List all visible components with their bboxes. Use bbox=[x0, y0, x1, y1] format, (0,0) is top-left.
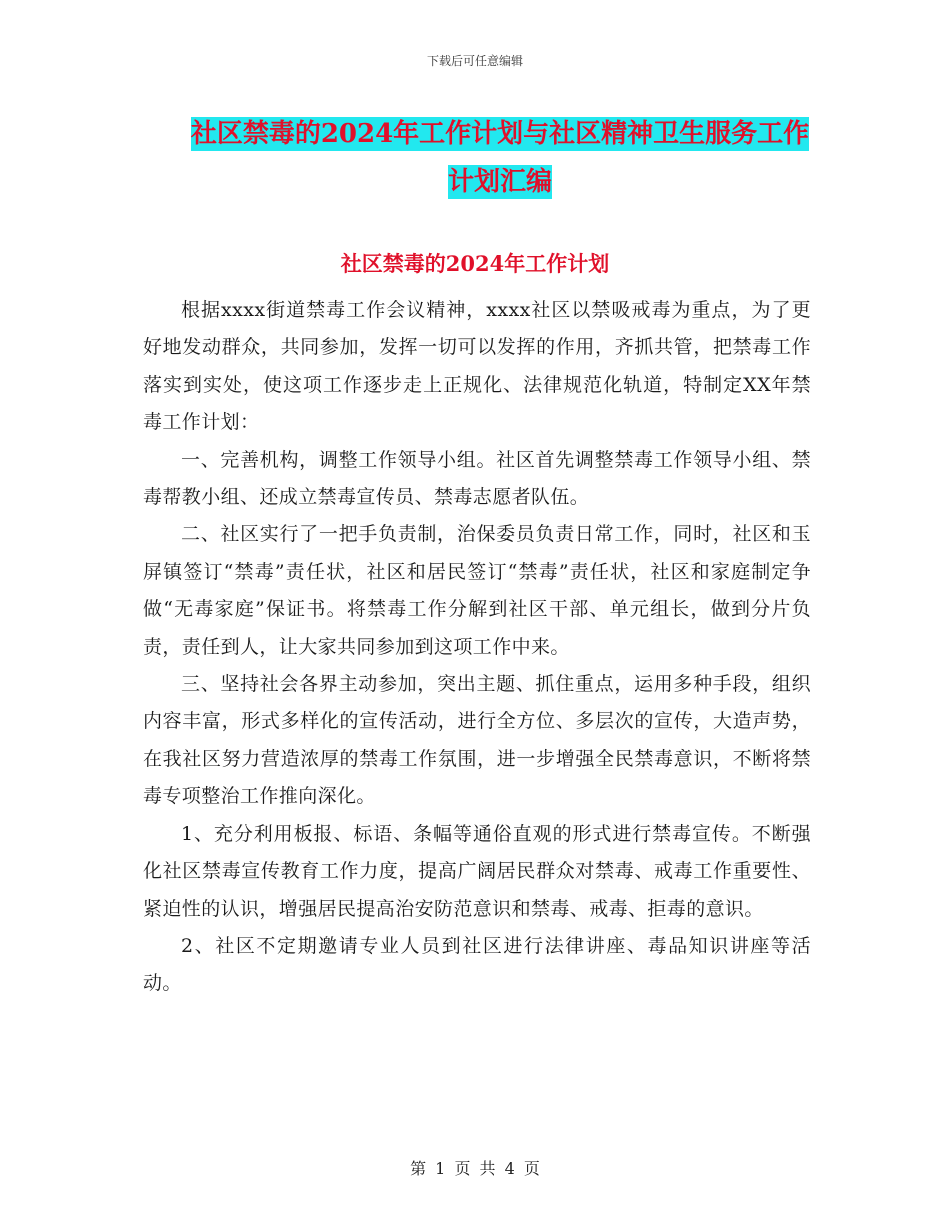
paragraph-intro: 根据xxxx街道禁毒工作会议精神，xxxx社区以禁吸戒毒为重点，为了更好地发动群众，共同参加，发挥一切可以发挥的作用，齐抓共管，把禁毒工作落实到实处，使这项工作逐步走上正规化、法律规范化轨道，特制定XX年禁毒工作计划： bbox=[143, 299, 811, 434]
document-title-line-1: 社区禁毒的2024年工作计划与社区精神卫生服务工作 bbox=[190, 119, 810, 149]
paragraph-3: 三、坚持社会各界主动参加，突出主题、抓住重点，运用多种手段，组织内容丰富，形式多样化的宣传活动，进行全方位、多层次的宣传，大造声势，在我社区努力营造浓厚的禁毒工作氛围，进一步增强全民禁毒意识，不断将禁毒专项整治工作推向深化。 bbox=[143, 673, 811, 808]
document-title-line-2: 计划汇编 bbox=[447, 167, 552, 197]
paragraph-3-2: 2、社区不定期邀请专业人员到社区进行法律讲座、毒品知识讲座等活动。 bbox=[143, 934, 811, 995]
paragraph-1: 一、完善机构，调整工作领导小组。社区首先调整禁毒工作领导小组、禁毒帮教小组、还成立禁毒宣传员、禁毒志愿者队伍。 bbox=[143, 448, 811, 509]
document-body bbox=[143, 292, 811, 1003]
header-note: 下载后可任意编辑 bbox=[426, 54, 523, 68]
page-number-footer: 第 1 页 共 4 页 bbox=[410, 1159, 540, 1178]
paragraph-2: 二、社区实行了一把手负责制，治保委员负责日常工作，同时，社区和玉屏镇签订“禁毒”责任状，社区和居民签订“禁毒”责任状，社区和家庭制定争做“无毒家庭”保证书。将禁毒工作分解到社区干部、单元组长，做到分片负责，责任到人，让大家共同参加到这项工作中来。 bbox=[143, 523, 811, 658]
document-title bbox=[150, 110, 850, 206]
section-title: 社区禁毒的2024年工作计划 bbox=[340, 251, 610, 276]
paragraph-3-1: 1、充分利用板报、标语、条幅等通俗直观的形式进行禁毒宣传。不断强化社区禁毒宣传教育工作力度，提高广阔居民群众对禁毒、戒毒工作重要性、紧迫性的认识，增强居民提高治安防范意识和禁毒、戒毒、拒毒的意识。 bbox=[143, 822, 811, 920]
